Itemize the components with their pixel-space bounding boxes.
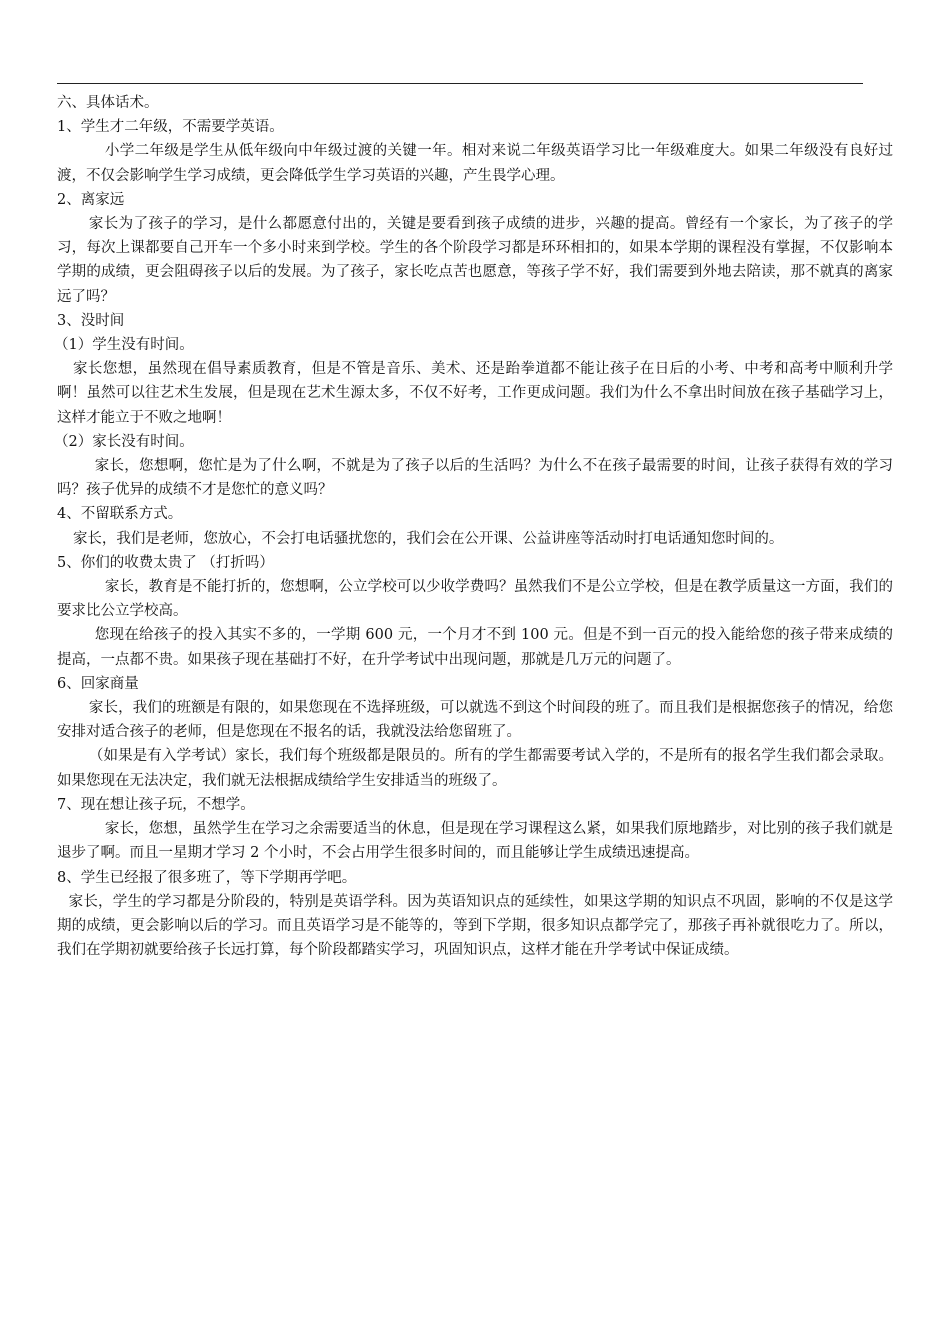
sub-heading-3-1: （1）学生没有时间。: [54, 337, 194, 354]
item-heading-6: 6、回家商量: [57, 675, 139, 692]
item-paragraph-7: 家长，您想，虽然学生在学习之余需要适当的休息，但是现在学习课程这么紧，如果我们原地踏步，对比别的孩子我们就是退步了啊。而且一星期才学习 2 个小时，不会占用学生很多时间的，而且能够让学生成绩迅速提高。: [57, 821, 893, 862]
item-heading-8: 8、学生已经报了很多班了，等下学期再学吧。: [57, 869, 357, 886]
sub-heading-3-2: （2）家长没有时间。: [54, 433, 194, 450]
item-heading-2: 2、离家远: [57, 191, 125, 208]
item-paragraph-3-1: 家长您想，虽然现在倡导素质教育，但是不管是音乐、美术、还是跆拳道都不能让孩子在日后的小考、中考和高考中顺利升学啊！虽然可以往艺术生发展，但是现在艺术生源太多，不仅不好考，工作更成问题。我们为什么不拿出时间放在孩子基础学习上，这样才能立于不败之地啊！: [57, 361, 893, 426]
item-heading-4: 4、不留联系方式。: [57, 506, 183, 523]
item-paragraph-1: 小学二年级是学生从低年级向中年级过渡的关键一年。相对来说二年级英语学习比一年级难度大。如果二年级没有良好过渡，不仅会影响学生学习成绩，更会降低学生学习英语的兴趣，产生畏学心理。: [57, 143, 893, 184]
item-heading-1: 1、学生才二年级，不需要学英语。: [57, 119, 284, 136]
item-paragraph-6-1: 家长，我们的班额是有限的，如果您现在不选择班级，可以就选不到这个时间段的班了。而且我们是根据您孩子的情况，给您安排对适合孩子的老师，但是您现在不报名的话，我就没法给您留班了。: [57, 700, 893, 741]
item-heading-5: 5、你们的收费太贵了 （打折吗）: [57, 554, 274, 571]
item-paragraph-5-2: 您现在给孩子的投入其实不多的，一学期 600 元，一个月才不到 100 元。但是不到一百元的投入能给您的孩子带来成绩的提高，一点都不贵。如果孩子现在基础打不好，在升学考试中出现问题，那就是几万元的问题了。: [57, 627, 893, 668]
item-heading-7: 7、现在想让孩子玩，不想学。: [57, 796, 255, 813]
item-heading-3: 3、没时间: [57, 312, 125, 329]
item-paragraph-8: 家长，学生的学习都是分阶段的，特别是英语学科。因为英语知识点的延续性，如果这学期的知识点不巩固，影响的不仅是这学期的成绩，更会影响以后的学习。而且英语学习是不能等的，等到下学期，很多知识点都学完了，那孩子再补就很吃力了。所以，我们在学期初就要给孩子长远打算，每个阶段都踏实学习，巩固知识点，这样才能在升学考试中保证成绩。: [57, 893, 893, 959]
section-heading: 六、具体话术。: [57, 95, 159, 111]
item-paragraph-3-2: 家长，您想啊，您忙是为了什么啊，不就是为了孩子以后的生活吗？为什么不在孩子最需要的时间，让孩子获得有效的学习吗？孩子优异的成绩不才是您忙的意义吗？: [57, 458, 893, 499]
item-paragraph-6-2: （如果是有入学考试）家长，我们每个班级都是限员的。所有的学生都需要考试入学的，不是所有的报名学生我们都会录取。如果您现在无法决定，我们就无法根据成绩给学生安排适当的班级了。: [57, 748, 893, 789]
item-paragraph-5-1: 家长，教育是不能打折的，您想啊，公立学校可以少收学费吗？虽然我们不是公立学校，但是在教学质量这一方面，我们的要求比公立学校高。: [57, 579, 893, 620]
header-rule: [57, 83, 863, 84]
document-body: [54, 91, 893, 962]
item-paragraph-2: 家长为了孩子的学习，是什么都愿意付出的，关键是要看到孩子成绩的进步，兴趣的提高。曾经有一个家长，为了孩子的学习，每次上课都要自己开车一个多小时来到学校。学生的各个阶段学习都是环环相扣的，如果本学期的课程没有掌握，不仅影响本学期的成绩，更会阻碍孩子以后的发展。为了孩子，家长吃点苦也愿意，等孩子学不好，我们需要到外地去陪读，那不就真的离家远了吗？: [57, 216, 893, 305]
item-paragraph-4: 家长，我们是老师，您放心，不会打电话骚扰您的，我们会在公开课、公益讲座等活动时打电话通知您时间的。: [72, 530, 784, 547]
